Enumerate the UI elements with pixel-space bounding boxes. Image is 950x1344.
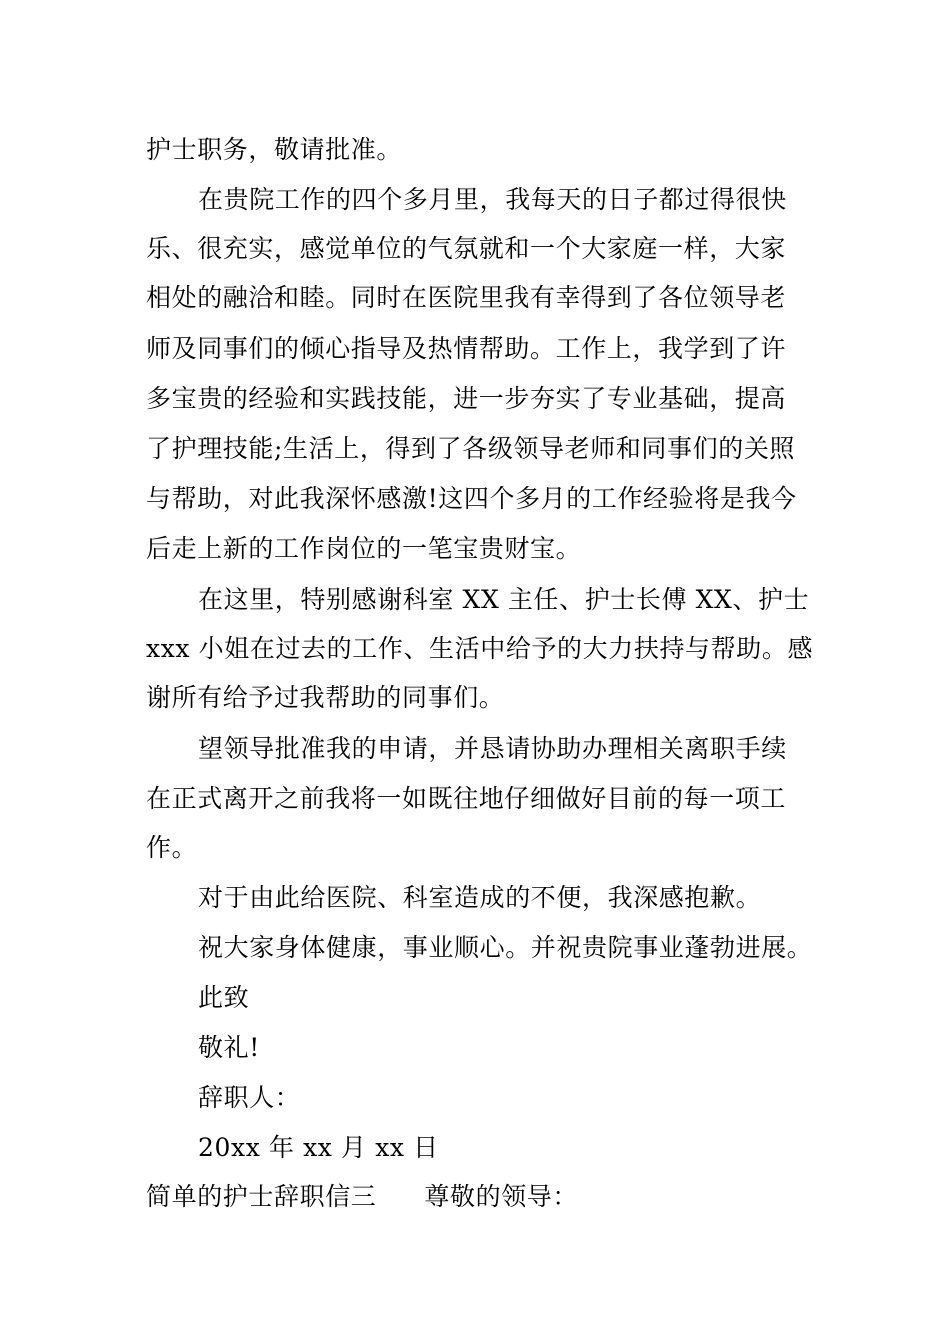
- paragraph-line: 谢所有给予过我帮助的同事们。: [146, 683, 505, 712]
- paragraph-line: 与帮助，对此我深怀感激!这四个多月的工作经验将是我今: [146, 484, 797, 513]
- apology-line: 对于由此给医院、科室造成的不便，我深感抱歉。: [198, 883, 762, 912]
- wishes-line: 祝大家身体健康，事业顺心。并祝贵院事业蓬勃进展。: [198, 933, 813, 962]
- paragraph-line: 相处的融洽和睦。同时在医院里我有幸得到了各位领导老: [146, 283, 787, 312]
- closing-line: 此致: [198, 983, 250, 1012]
- paragraph-line: 乐、很充实，感觉单位的气氛就和一个大家庭一样，大家: [146, 234, 787, 263]
- closing-line: 敬礼!: [198, 1033, 260, 1062]
- next-letter-title: 简单的护士辞职信三: [146, 1182, 377, 1211]
- paragraph-line: 在这里，特别感谢科室 XX 主任、护士长傅 XX、护士: [198, 585, 810, 614]
- paragraph-line: xxx 小姐在过去的工作、生活中给予的大力扶持与帮助。感: [146, 634, 814, 663]
- paragraph-line: 在贵院工作的四个多月里，我每天的日子都过得很快: [198, 185, 787, 214]
- next-letter-heading: [146, 1181, 578, 1213]
- text-line: 护士职务，敬请批准。: [146, 135, 403, 164]
- signature-label: 辞职人：: [198, 1083, 301, 1112]
- paragraph-line: 在正式离开之前我将一如既往地仔细做好目前的每一项工: [146, 784, 787, 813]
- paragraph-line: 后走上新的工作岗位的一笔宝贵财宝。: [146, 534, 582, 563]
- paragraph-line: 多宝贵的经验和实践技能，进一步夯实了专业基础，提高: [146, 384, 787, 413]
- date-line: 20xx 年 xx 月 xx 日: [198, 1133, 439, 1162]
- paragraph-line: 望领导批准我的申请，并恳请协助办理相关离职手续: [198, 734, 787, 763]
- paragraph-line: 了护理技能;生活上，得到了各级领导老师和同事们的关照: [146, 434, 796, 463]
- paragraph-line: 师及同事们的倾心指导及热情帮助。工作上，我学到了许: [146, 334, 787, 363]
- paragraph-line: 作。: [146, 833, 198, 862]
- next-letter-salutation: 尊敬的领导：: [424, 1182, 579, 1211]
